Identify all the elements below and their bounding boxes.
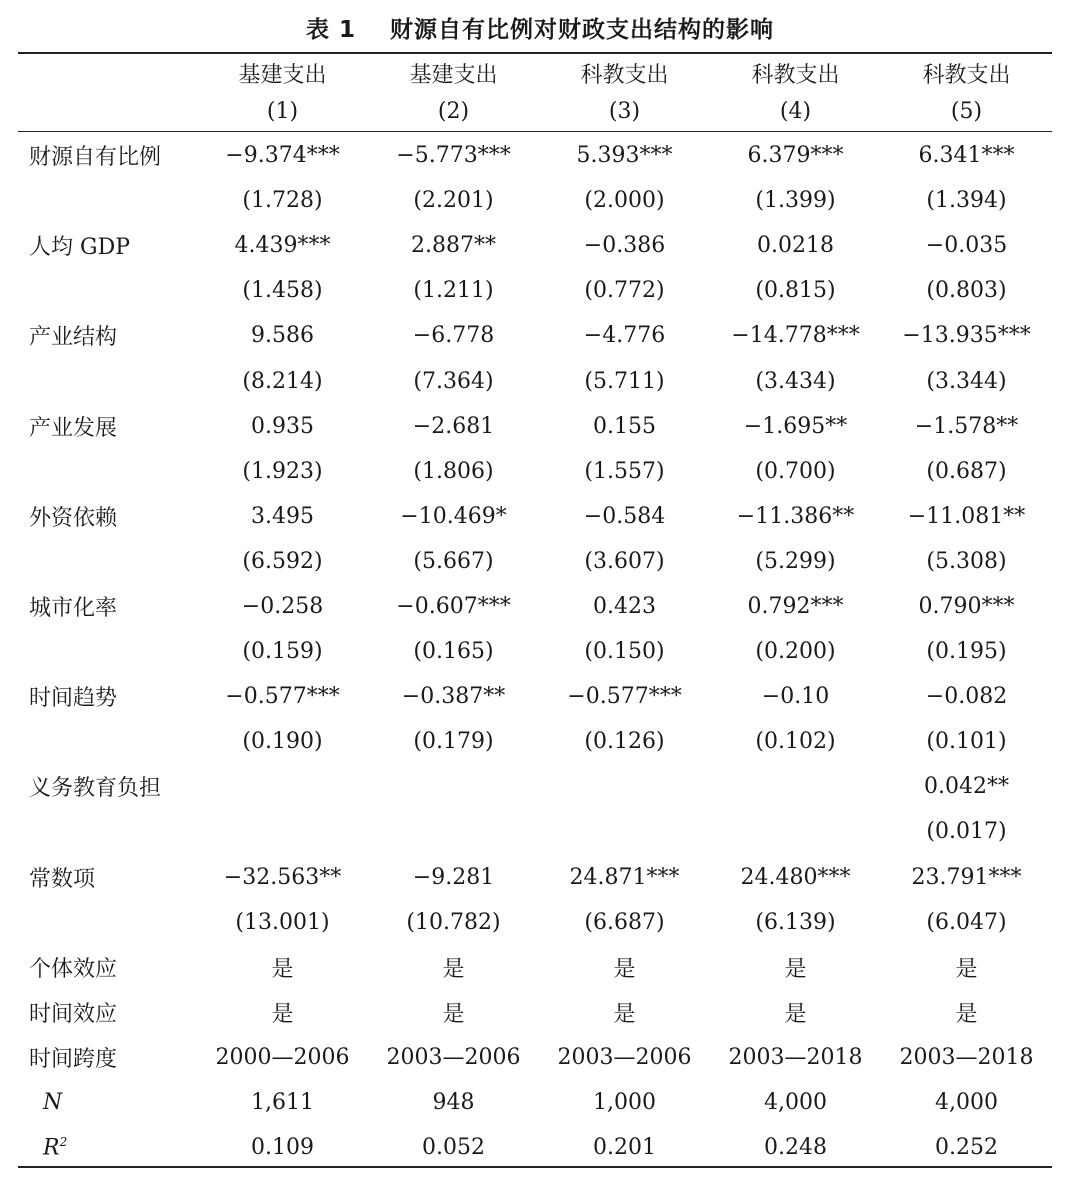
table-cell: (0.700) bbox=[755, 458, 836, 484]
table-cell: (0.687) bbox=[926, 458, 1007, 484]
table-cell: (0.803) bbox=[926, 278, 1007, 304]
table-row bbox=[18, 1035, 1052, 1080]
table-cell: (13.001) bbox=[235, 909, 330, 935]
row-label: 人均 GDP bbox=[29, 235, 131, 261]
row-label: 时间跨度 bbox=[29, 1046, 118, 1072]
table-cell: −1.578** bbox=[914, 413, 1019, 439]
table-cell: 2003—2006 bbox=[557, 1044, 692, 1070]
table-cell bbox=[710, 809, 881, 854]
table-cell: 4,000 bbox=[935, 1090, 998, 1116]
table-cell: 0.423 bbox=[593, 593, 656, 619]
row-label bbox=[18, 539, 197, 584]
table-row bbox=[18, 449, 1052, 494]
table-cell: 是 bbox=[271, 1001, 294, 1027]
row-label bbox=[18, 629, 197, 674]
table-cell: (6.687) bbox=[584, 909, 665, 935]
table-cell: 3.495 bbox=[251, 503, 314, 529]
table-row bbox=[18, 629, 1052, 674]
table-cell: 是 bbox=[955, 956, 978, 982]
table-cell: (1.399) bbox=[755, 188, 836, 214]
row-label bbox=[18, 719, 197, 764]
table-row bbox=[18, 719, 1052, 764]
table-row bbox=[18, 494, 1052, 539]
table-cell: −0.577*** bbox=[567, 684, 682, 710]
table-cell bbox=[539, 764, 710, 809]
top-rule bbox=[18, 52, 1052, 54]
table-row bbox=[18, 268, 1052, 313]
table-title bbox=[0, 10, 1080, 50]
table-cell: 是 bbox=[613, 956, 636, 982]
row-label-r-squared bbox=[18, 1125, 197, 1170]
table-cell: 1,611 bbox=[251, 1090, 314, 1116]
table-cell: 24.871*** bbox=[569, 864, 680, 890]
row-label: 外资依赖 bbox=[29, 505, 118, 531]
table-cell: 0.109 bbox=[251, 1135, 314, 1161]
table-cell: 0.0218 bbox=[757, 233, 834, 259]
table-cell: −32.563** bbox=[223, 864, 342, 890]
table-cell: −14.778*** bbox=[731, 323, 860, 349]
row-label: 个体效应 bbox=[29, 956, 118, 982]
table-cell: 2.887** bbox=[411, 233, 496, 259]
table-number: 表 1 bbox=[305, 17, 356, 43]
table-row bbox=[18, 900, 1052, 945]
table-cell: −9.281 bbox=[412, 864, 495, 890]
table-cell: 0.790*** bbox=[918, 593, 1015, 619]
table-cell: −9.374*** bbox=[225, 143, 340, 169]
table-cell: (6.139) bbox=[755, 909, 836, 935]
table-cell: 23.791*** bbox=[911, 864, 1022, 890]
table-cell: (7.364) bbox=[413, 368, 494, 394]
table-cell: 4.439*** bbox=[234, 233, 331, 259]
table-cell: 0.935 bbox=[251, 413, 314, 439]
table-cell: (1.806) bbox=[413, 458, 494, 484]
row-label: 财源自有比例 bbox=[29, 145, 162, 171]
table-cell: 是 bbox=[784, 1001, 807, 1027]
column-name: 基建支出 bbox=[409, 63, 498, 88]
table-cell: −0.386 bbox=[583, 233, 666, 259]
table-cell: −2.681 bbox=[412, 413, 495, 439]
row-label bbox=[18, 449, 197, 494]
table-cell: 是 bbox=[442, 956, 465, 982]
table-cell: −13.935*** bbox=[902, 323, 1031, 349]
table-row bbox=[18, 178, 1052, 223]
table-cell: 9.586 bbox=[251, 323, 314, 349]
table-cell: 2000—2006 bbox=[215, 1044, 350, 1070]
table-cell: 6.341*** bbox=[918, 143, 1015, 169]
row-label: 常数项 bbox=[29, 866, 96, 892]
table-cell: (0.772) bbox=[584, 278, 665, 304]
table-cell: (0.200) bbox=[755, 639, 836, 665]
row-label bbox=[18, 358, 197, 403]
row-label: N bbox=[43, 1090, 63, 1116]
table-cell: 948 bbox=[432, 1090, 475, 1116]
table-cell: 0.155 bbox=[593, 413, 656, 439]
table-cell: (3.607) bbox=[584, 548, 665, 574]
table-cell: (2.000) bbox=[584, 188, 665, 214]
column-header bbox=[368, 58, 539, 130]
table-row bbox=[18, 764, 1052, 809]
table-cell: (5.711) bbox=[584, 368, 665, 394]
table-cell: −4.776 bbox=[583, 323, 666, 349]
table-cell: 是 bbox=[271, 956, 294, 982]
table-cell bbox=[197, 764, 368, 809]
table-cell: 2003—2018 bbox=[899, 1044, 1034, 1070]
table-cell: (6.047) bbox=[926, 909, 1007, 935]
column-id: (2) bbox=[437, 99, 470, 124]
table-cell: 5.393*** bbox=[576, 143, 673, 169]
table-cell: (0.815) bbox=[755, 278, 836, 304]
table-cell: 2003—2018 bbox=[728, 1044, 863, 1070]
row-label: 产业发展 bbox=[29, 415, 118, 441]
column-id: (1) bbox=[266, 99, 299, 124]
table-cell: (10.782) bbox=[406, 909, 501, 935]
table-cell: −1.695** bbox=[743, 413, 848, 439]
table-cell: 是 bbox=[613, 1001, 636, 1027]
table-cell bbox=[368, 764, 539, 809]
table-cell: 是 bbox=[784, 956, 807, 982]
table-cell bbox=[710, 764, 881, 809]
table-cell: (1.394) bbox=[926, 188, 1007, 214]
table-cell: (0.195) bbox=[926, 639, 1007, 665]
row-label: 时间效应 bbox=[29, 1001, 118, 1027]
table-cell: −0.387** bbox=[401, 684, 506, 710]
table-cell: −0.584 bbox=[583, 503, 666, 529]
table-cell: (1.923) bbox=[242, 458, 323, 484]
row-label bbox=[18, 809, 197, 854]
table-row bbox=[18, 1125, 1052, 1170]
table-cell: (6.592) bbox=[242, 548, 323, 574]
table-cell: 0.248 bbox=[764, 1135, 827, 1161]
table-cell: 0.052 bbox=[422, 1135, 485, 1161]
table-cell: (1.458) bbox=[242, 278, 323, 304]
table-cell: (5.299) bbox=[755, 548, 836, 574]
table-cell: (3.344) bbox=[926, 368, 1007, 394]
column-header bbox=[197, 58, 368, 130]
table-row bbox=[18, 539, 1052, 584]
row-label bbox=[18, 178, 197, 223]
table-cell: 是 bbox=[955, 1001, 978, 1027]
table-cell bbox=[368, 809, 539, 854]
table-cell: −6.778 bbox=[412, 323, 495, 349]
column-name: 科教支出 bbox=[580, 63, 669, 88]
table-cell: (1.728) bbox=[242, 188, 323, 214]
table-cell: 0.042** bbox=[924, 774, 1009, 800]
column-name: 基建支出 bbox=[238, 63, 327, 88]
table-cell: −0.082 bbox=[925, 684, 1008, 710]
table-cell: −0.258 bbox=[241, 593, 324, 619]
table-row bbox=[18, 584, 1052, 629]
table-row bbox=[18, 674, 1052, 719]
column-id: (5) bbox=[950, 99, 983, 124]
table-cell: (0.150) bbox=[584, 639, 665, 665]
table-cell: 0.201 bbox=[593, 1135, 656, 1161]
table-cell: −0.607*** bbox=[396, 593, 511, 619]
table-row bbox=[18, 809, 1052, 854]
table-cell: −0.035 bbox=[925, 233, 1008, 259]
table-cell: −11.081** bbox=[907, 503, 1026, 529]
table-cell: (3.434) bbox=[755, 368, 836, 394]
row-label: 义务教育负担 bbox=[29, 776, 162, 802]
table-cell: (5.667) bbox=[413, 548, 494, 574]
table-cell bbox=[539, 809, 710, 854]
table-cell: 24.480*** bbox=[740, 864, 851, 890]
table-row bbox=[18, 404, 1052, 449]
row-label bbox=[18, 900, 197, 945]
table-cell: 6.379*** bbox=[747, 143, 844, 169]
table-cell: (0.179) bbox=[413, 729, 494, 755]
table-cell: (5.308) bbox=[926, 548, 1007, 574]
column-header bbox=[539, 58, 710, 130]
row-label bbox=[18, 268, 197, 313]
table-cell: −0.10 bbox=[761, 684, 830, 710]
table-row bbox=[18, 358, 1052, 403]
table-cell: 0.252 bbox=[935, 1135, 998, 1161]
column-id: (3) bbox=[608, 99, 641, 124]
table-row bbox=[18, 945, 1052, 990]
table-cell: (0.159) bbox=[242, 639, 323, 665]
table-row bbox=[18, 313, 1052, 358]
column-name: 科教支出 bbox=[922, 63, 1011, 88]
table-cell: (0.017) bbox=[926, 819, 1007, 845]
row-label: 城市化率 bbox=[29, 595, 118, 621]
header-rule bbox=[18, 131, 1052, 132]
table-row bbox=[18, 990, 1052, 1035]
row-label: 产业结构 bbox=[29, 325, 118, 351]
table-cell: (1.557) bbox=[584, 458, 665, 484]
r-symbol: R bbox=[43, 1135, 60, 1161]
table-cell bbox=[197, 809, 368, 854]
table-row bbox=[18, 855, 1052, 900]
table-cell: −5.773*** bbox=[396, 143, 511, 169]
table-cell: −0.577*** bbox=[225, 684, 340, 710]
table-cell: (0.190) bbox=[242, 729, 323, 755]
table-row bbox=[18, 1080, 1052, 1125]
table-cell: (1.211) bbox=[413, 278, 494, 304]
table-row bbox=[18, 223, 1052, 268]
table-cell: 是 bbox=[442, 1001, 465, 1027]
r-superscript: 2 bbox=[59, 1134, 68, 1149]
table-cell: (0.126) bbox=[584, 729, 665, 755]
column-name: 科教支出 bbox=[751, 63, 840, 88]
table-cell: (2.201) bbox=[413, 188, 494, 214]
regression-table bbox=[18, 133, 1052, 1170]
table-cell: −10.469* bbox=[400, 503, 507, 529]
table-cell: (0.165) bbox=[413, 639, 494, 665]
bottom-rule bbox=[18, 1166, 1052, 1168]
table-cell: 4,000 bbox=[764, 1090, 827, 1116]
table-cell: −11.386** bbox=[736, 503, 855, 529]
table-cell: (0.102) bbox=[755, 729, 836, 755]
table-cell: 0.792*** bbox=[747, 593, 844, 619]
table-cell: (8.214) bbox=[242, 368, 323, 394]
table-cell: 1,000 bbox=[593, 1090, 656, 1116]
column-header bbox=[881, 58, 1052, 130]
table-row bbox=[18, 133, 1052, 178]
column-header bbox=[710, 58, 881, 130]
table-cell: (0.101) bbox=[926, 729, 1007, 755]
column-id: (4) bbox=[779, 99, 812, 124]
table-caption: 财源自有比例对财政支出结构的影响 bbox=[390, 17, 774, 43]
table-cell: 2003—2006 bbox=[386, 1044, 521, 1070]
row-label: 时间趋势 bbox=[29, 686, 118, 712]
